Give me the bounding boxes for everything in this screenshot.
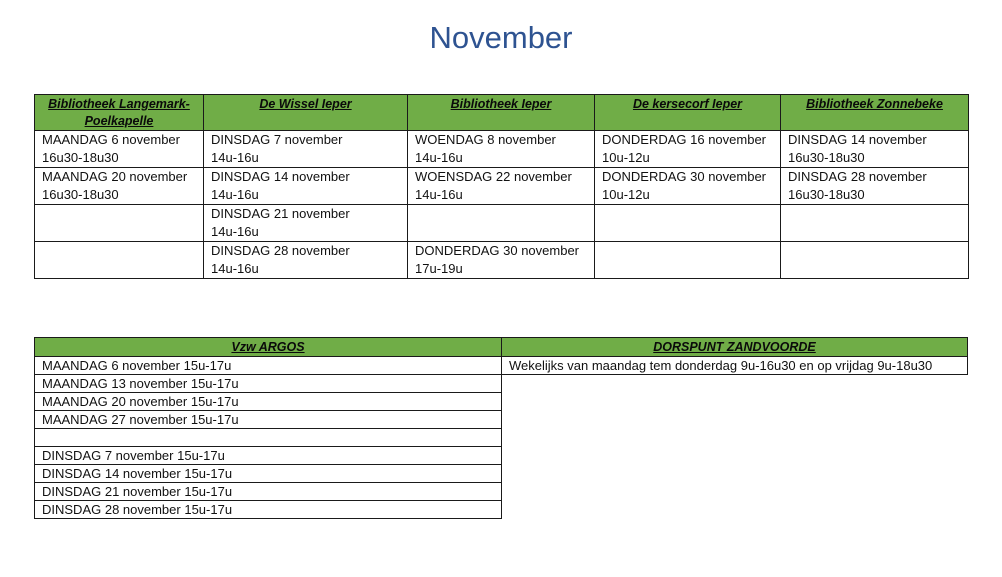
table-cell xyxy=(781,242,969,279)
table-row xyxy=(35,429,502,447)
table-cell: MAANDAG 6 november 15u-17u xyxy=(35,357,502,375)
table-cell: DINSDAG 28 november 16u30-18u30 xyxy=(781,168,969,205)
table-row xyxy=(35,168,969,205)
table-row xyxy=(35,205,969,242)
table-row xyxy=(35,131,969,168)
table-cell: DINSDAG 28 november 15u-17u xyxy=(35,501,502,519)
table-row xyxy=(35,393,502,411)
table-row xyxy=(35,447,502,465)
table-cell: DINSDAG 14 november 15u-17u xyxy=(35,465,502,483)
table-cell: Wekelijks van maandag tem donderdag 9u-16u30 en op vrijdag 9u-18u30 xyxy=(502,357,968,375)
table-cell: DINSDAG 28 november 14u-16u xyxy=(204,242,408,279)
dorpspunt-schedule-table xyxy=(501,337,968,375)
table-cell xyxy=(595,205,781,242)
table-cell xyxy=(35,242,204,279)
table-cell: DINSDAG 14 november 16u30-18u30 xyxy=(781,131,969,168)
table-row xyxy=(35,375,502,393)
page-title: November xyxy=(429,20,573,55)
table-row xyxy=(502,357,968,375)
library-schedule-table xyxy=(34,94,969,279)
table-cell: MAANDAG 6 november 16u30-18u30 xyxy=(35,131,204,168)
header-de-kersecorf: De kersecorf Ieper xyxy=(595,95,781,131)
table-cell: DINSDAG 21 november 14u-16u xyxy=(204,205,408,242)
table-cell xyxy=(595,242,781,279)
table-cell: DINSDAG 7 november 14u-16u xyxy=(204,131,408,168)
table-cell xyxy=(35,429,502,447)
table-cell: MAANDAG 20 november 16u30-18u30 xyxy=(35,168,204,205)
table-cell: DINSDAG 14 november 14u-16u xyxy=(204,168,408,205)
header-bibliotheek-ieper: Bibliotheek Ieper xyxy=(408,95,595,131)
header-langemark: Bibliotheek Langemark-Poelkapelle xyxy=(35,95,204,131)
table-row xyxy=(35,501,502,519)
table-cell: DONDERDAG 30 november 10u-12u xyxy=(595,168,781,205)
table-cell: MAANDAG 13 november 15u-17u xyxy=(35,375,502,393)
header-de-wissel: De Wissel Ieper xyxy=(204,95,408,131)
header-dorpspunt-zandvoorde: DORSPUNT ZANDVOORDE xyxy=(502,338,968,357)
table-cell: DINSDAG 21 november 15u-17u xyxy=(35,483,502,501)
table-row xyxy=(35,242,969,279)
argos-header-row xyxy=(35,338,502,357)
table-cell: DONDERDAG 30 november 17u-19u xyxy=(408,242,595,279)
dorpspunt-header-row xyxy=(502,338,968,357)
table-cell: DONDERDAG 16 november 10u-12u xyxy=(595,131,781,168)
argos-schedule-table xyxy=(34,337,502,519)
table-cell: WOENSDAG 22 november 14u-16u xyxy=(408,168,595,205)
table-cell: MAANDAG 27 november 15u-17u xyxy=(35,411,502,429)
library-header-row xyxy=(35,95,969,131)
header-vzw-argos: Vzw ARGOS xyxy=(35,338,502,357)
table-cell: WOENDAG 8 november 14u-16u xyxy=(408,131,595,168)
table-row xyxy=(35,483,502,501)
table-cell: MAANDAG 20 november 15u-17u xyxy=(35,393,502,411)
table-row xyxy=(35,411,502,429)
table-row xyxy=(35,357,502,375)
table-cell xyxy=(781,205,969,242)
table-cell: DINSDAG 7 november 15u-17u xyxy=(35,447,502,465)
header-zonnebeke: Bibliotheek Zonnebeke xyxy=(781,95,969,131)
table-cell xyxy=(35,205,204,242)
table-cell xyxy=(408,205,595,242)
table-row xyxy=(35,465,502,483)
